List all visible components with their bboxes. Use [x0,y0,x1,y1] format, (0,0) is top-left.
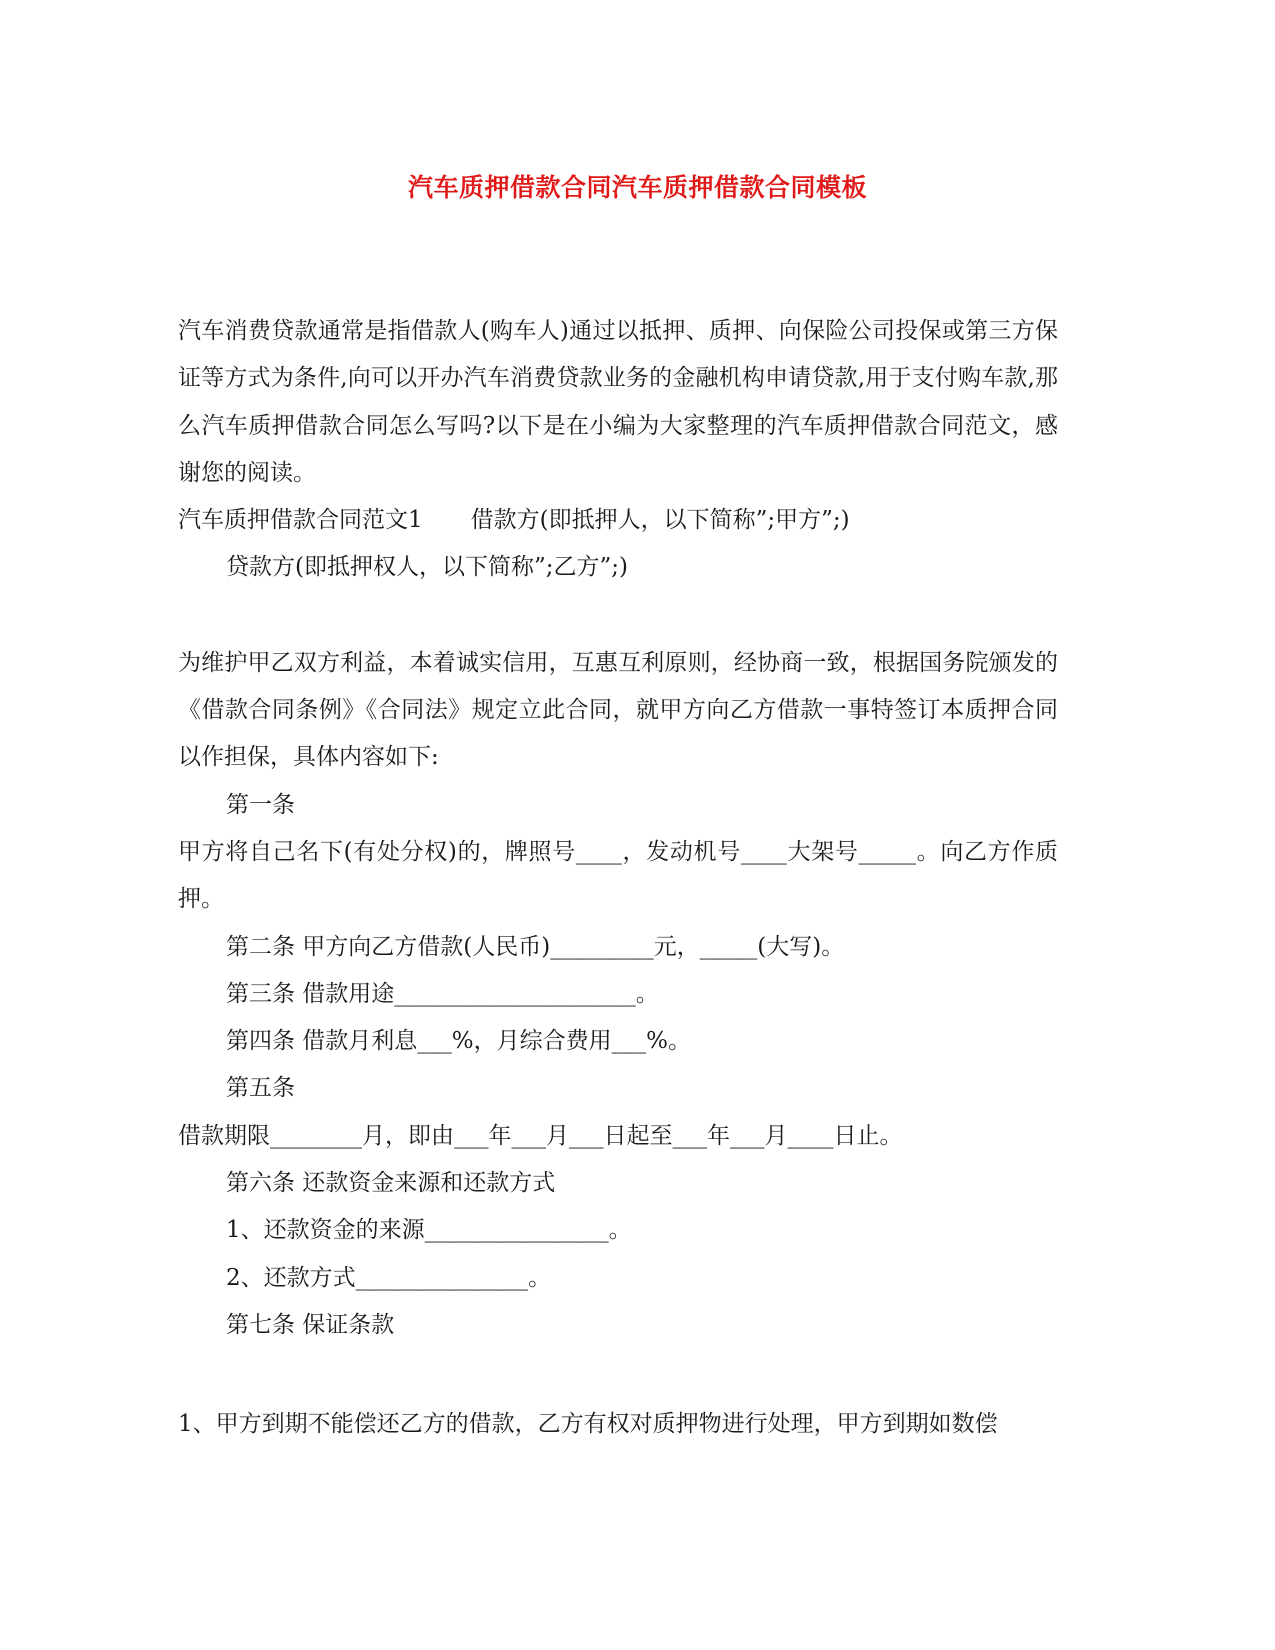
sample-heading: 汽车质押借款合同范文1 [178,507,423,534]
article-6-item-1: 1、还款资金的来源________________。 [226,1217,632,1244]
document-body [178,308,1058,1449]
article-4: 第四条 借款月利息___%，月综合费用___%。 [226,1028,692,1055]
article-5-body: 借款期限________月，即由___年___月___日起至___年___月____日止。 [178,1122,903,1149]
article-5-heading: 第五条 [226,1075,295,1102]
article-6: 第六条 还款资金来源和还款方式 [226,1170,556,1197]
article-3: 第三条 借款用途_____________________。 [226,980,659,1007]
preamble-paragraph: 为维护甲乙双方利益，本着诚实信用，互惠互利原则，经协商一致，根据国务院颁发的《借款合同条例》《合同法》规定立此合同，就甲方向乙方借款一事特签订本质押合同以作担保，具体内容如下: [178,649,1058,771]
article-2: 第二条 甲方向乙方借款(人民币)_________元，_____(大写)。 [226,933,845,960]
article-6-item-2: 2、还款方式_______________。 [226,1264,552,1291]
intro-paragraph: 汽车消费贷款通常是指借款人(购车人)通过以抵押、质押、向保险公司投保或第三方保证等方式为条件,向可以开办汽车消费贷款业务的金融机构申请贷款,用于支付购车款,那么汽车质押借款合同怎么写吗?以下是在小编为大家整理的汽车质押借款合同范文，感谢您的阅读。 [178,318,1058,486]
article-7: 第七条 保证条款 [226,1311,395,1338]
article-1-body: 甲方将自己名下(有处分权)的，牌照号____，发动机号____大架号_____。向乙方作质押。 [178,838,1058,913]
borrower-line: 借款方(即抵押人，以下简称”;甲方”;) [470,507,850,534]
article-7-item-1: 1、甲方到期不能偿还乙方的借款，乙方有权对质押物进行处理，甲方到期如数偿 [178,1411,998,1438]
lender-line: 贷款方(即抵押权人，以下简称”;乙方”;) [226,554,628,581]
article-1-heading: 第一条 [226,791,295,818]
parties-line [178,497,1058,544]
document-title: 汽车质押借款合同汽车质押借款合同模板 [407,173,867,202]
